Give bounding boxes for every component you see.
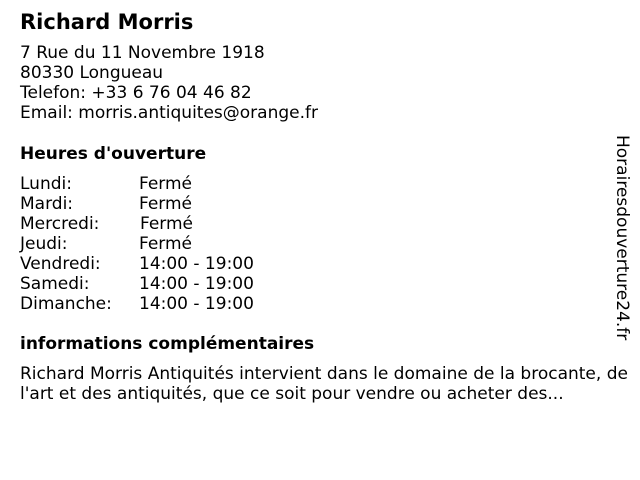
contact-block — [20, 43, 318, 123]
hours-value: 14:00 - 19:00 — [139, 254, 254, 274]
opening-hours-table — [20, 174, 320, 314]
hours-value: Fermé — [140, 214, 194, 234]
email-line: Email: morris.antiquites@orange.fr — [20, 103, 318, 123]
hours-row-sunday — [20, 294, 320, 314]
day-label: Mercredi: — [20, 214, 100, 234]
phone-line: Telefon: +33 6 76 04 46 82 — [20, 83, 252, 103]
hours-row-thursday — [20, 234, 320, 254]
business-description: Richard Morris Antiquités intervient dans le domaine de la brocante, de l'art et des antiquités, que ce soit pour vendre ou acheter des... — [20, 364, 628, 404]
hours-value: 14:00 - 19:00 — [139, 294, 254, 314]
day-label: Dimanche: — [20, 294, 112, 314]
hours-row-tuesday — [20, 194, 320, 214]
day-label: Samedi: — [20, 274, 90, 294]
additional-info-heading: informations complémentaires — [20, 334, 315, 354]
day-label: Lundi: — [20, 174, 72, 194]
day-label: Vendredi: — [20, 254, 101, 274]
opening-hours-heading: Heures d'ouverture — [20, 144, 207, 164]
day-label: Mardi: — [20, 194, 74, 214]
hours-row-friday — [20, 254, 320, 274]
business-name: Richard Morris — [20, 10, 194, 34]
hours-value: 14:00 - 19:00 — [139, 274, 254, 294]
hours-row-wednesday — [20, 214, 320, 234]
address-line-city: 80330 Longueau — [20, 63, 164, 83]
site-watermark: Horairesdouverture24.fr — [612, 135, 632, 341]
hours-value: Fermé — [139, 234, 193, 254]
day-label: Jeudi: — [20, 234, 68, 254]
hours-value: Fermé — [139, 194, 193, 214]
hours-row-saturday — [20, 274, 320, 294]
hours-value: Fermé — [139, 174, 193, 194]
hours-row-monday — [20, 174, 320, 194]
address-line-street: 7 Rue du 11 Novembre 1918 — [20, 43, 265, 63]
